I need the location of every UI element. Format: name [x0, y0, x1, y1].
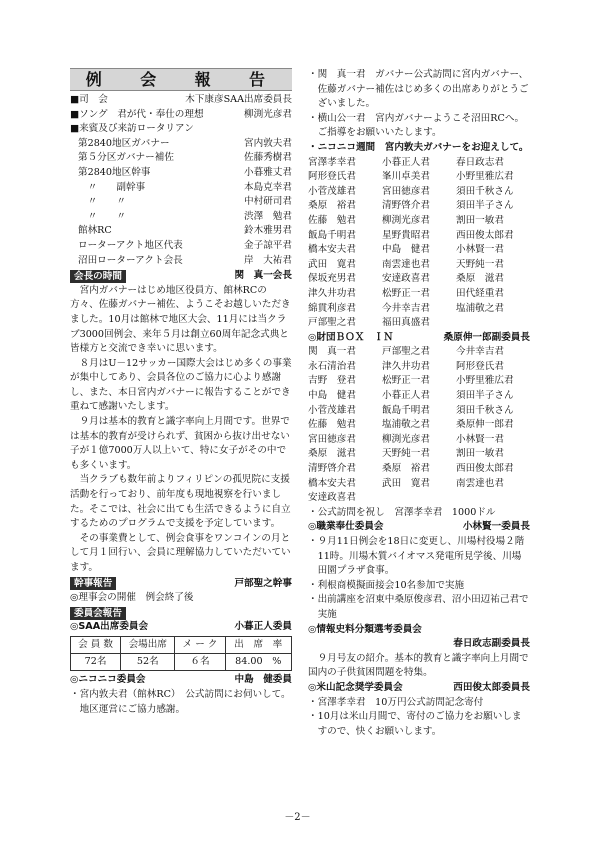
attendance-value-cell: 84.00 %	[225, 654, 291, 671]
yoneyama-committee-name: ◎米山記念奨学委員会	[308, 681, 403, 693]
guest-row-value: 小暮雅丈君	[244, 166, 292, 178]
member-name: 小菅茂雄君	[308, 404, 356, 416]
meeting-info-row	[70, 122, 292, 137]
secretary-label: 幹事報告	[70, 577, 116, 590]
guest-row-label: 〃 副幹事	[78, 181, 146, 193]
vocational-bullets	[308, 535, 530, 623]
member-name: 南雲達也君	[382, 258, 430, 270]
nikoniko-week: ・ニコニコ週間 宮内敦夫ガバナーをお迎えして。	[308, 141, 529, 153]
president-section-header	[70, 269, 292, 284]
member-name: 西田俊太郎君	[456, 463, 514, 475]
member-name: 津久井功君	[308, 287, 356, 299]
member-name: 須田半子さん	[456, 390, 514, 402]
saa-committee-name: ◎SAA出席委員会	[70, 620, 149, 632]
vocational-committee-name: ◎職業奉仕委員会	[308, 521, 384, 533]
member-name: 松野正一君	[382, 375, 430, 387]
member-name: 宮澤孝幸君	[308, 156, 356, 168]
info-committee-speaker: 春日政志副委員長	[453, 638, 530, 650]
member-name: 須田半子さん	[456, 200, 514, 212]
member-name: 永石清治君	[308, 360, 356, 372]
member-name: 南雲達也君	[456, 477, 504, 489]
guest-row-label: 館林RC	[78, 225, 112, 237]
member-name: 佐藤 勉君	[308, 419, 356, 431]
member-name: 柳渕光彦君	[382, 433, 430, 445]
guest-row-value: 岸 大祐君	[244, 254, 292, 266]
member-name: 関 真一君	[308, 346, 356, 358]
attendance-value-cell: 52名	[121, 654, 175, 671]
attendance-header-cell: メ ー ク	[175, 637, 225, 654]
yoneyama-committee-header	[308, 681, 530, 696]
vocational-bullet: ・９月11日例会を18日に変更し、川場村役場２階11時。川場木質バイオマス発電所見学後、川場田園プラザ食事。	[308, 536, 525, 577]
member-name: 戸部聖之君	[382, 346, 430, 358]
member-name	[456, 491, 530, 506]
member-name: 今井幸吉君	[382, 302, 430, 314]
member-name: 割田一敏君	[456, 214, 504, 226]
vocational-bullet: ・出前講座を沼東中桑原俊彦君、沼小田辺祐己君で実施	[308, 594, 529, 620]
member-name: 宮田徳彦君	[382, 185, 430, 197]
saa-committee-speaker: 小暮正人委員	[234, 620, 292, 632]
president-paragraph: その事業費として、例会食事をワンコインの月として月１回行い、会員に理解協力していただいています。	[70, 532, 291, 573]
meeting-info-row	[70, 93, 292, 108]
member-name: 柳渕光彦君	[382, 214, 430, 226]
nikoniko-message: ・関 真一君 ガバナー公式訪問に宮内ガバナー、佐藤ガバナー補佐はじめ多くの出席ありがとうございました。	[308, 69, 529, 110]
member-name: 安達政喜君	[308, 492, 356, 504]
member-name: 阿形登氏君	[308, 171, 356, 183]
president-speaker: 関 真一会長	[234, 270, 292, 282]
member-name: 塩浦敬之君	[456, 302, 504, 314]
member-name: 須田千秋さん	[456, 185, 514, 197]
member-name: 中島 健君	[382, 244, 430, 256]
vocational-committee-header	[308, 520, 530, 535]
secretary-speaker: 戸部聖之幹事	[234, 577, 292, 589]
president-label: 会長の時間	[70, 270, 126, 283]
nikoniko-message: ・横山公一君 宮内ガバナーようこそ沼田RCへ。ご指導をお願いいたします。	[308, 112, 525, 139]
meeting-info-row	[70, 108, 292, 123]
yoneyama-bullet: ・10月は米山月間で、寄付のご協力をお願いしますので、快くお願いします。	[308, 711, 522, 737]
member-name: 小菅茂雄君	[308, 185, 356, 197]
member-name: 天野純一君	[382, 448, 430, 460]
guest-row-label: 第2840地区幹事	[78, 166, 151, 178]
nikoniko-committee-speaker: 中島 健委員	[234, 674, 292, 686]
info-committee-name: ◎情報史料分類選考委員会	[308, 623, 422, 635]
member-name: 橋本安夫君	[308, 244, 356, 256]
member-name: 飯島千明君	[382, 404, 430, 416]
member-name: 飯島千明君	[308, 229, 356, 241]
member-name: 福田真盛君	[382, 317, 430, 329]
guest-row-value: 佐藤秀樹君	[244, 152, 292, 164]
member-name: 天野純一君	[456, 258, 504, 270]
guest-row-label: 〃 〃	[78, 196, 126, 208]
secretary-line: ◎理事会の開催 例会終了後	[70, 592, 194, 604]
member-name: 小野里雅広君	[456, 171, 514, 183]
member-name: 桑原伸一郎君	[456, 419, 514, 431]
attendance-header-cell: 会 員 数	[71, 637, 121, 654]
nikoniko-messages	[308, 68, 530, 141]
foundation-box-names	[308, 345, 530, 506]
guest-row-value: 金子諒平君	[244, 239, 292, 251]
member-name: 割田一敏君	[456, 448, 504, 460]
member-name: 春日政志君	[456, 156, 504, 168]
member-name: 田代経重君	[456, 287, 504, 299]
member-name: 清野啓介君	[382, 200, 430, 212]
left-column	[70, 68, 292, 717]
guest-row-value: 本島克幸君	[244, 181, 292, 193]
committee-section-header	[70, 607, 292, 620]
member-name: 須田千秋さん	[456, 404, 514, 416]
right-column	[308, 68, 530, 739]
committee-label: 委員会報告	[70, 607, 126, 620]
attendance-header-cell: 会場出席	[121, 637, 175, 654]
member-name: 安達政喜君	[382, 273, 430, 285]
president-paragraph: ８月はU－12サッカー国際大会はじめ多くの事業が集中してあり、会員各位のご協力に心より感謝し、また、本日宮内ガバナーに報告することができ重ねて感謝いたします。	[70, 357, 292, 413]
guest-row	[78, 181, 292, 196]
yoneyama-bullet: ・宮澤孝幸君 10万円公式訪問記念寄付	[308, 696, 484, 708]
meeting-info-row-value: 柳渕光彦君	[244, 108, 292, 120]
guest-row	[78, 166, 292, 181]
vocational-committee-speaker: 小林賢一委員長	[462, 521, 530, 533]
attendance-value-row	[71, 654, 292, 671]
vocational-bullet: ・利根商模擬面接会10名参加で実施	[308, 579, 465, 591]
guest-row-value: 渋澤 勉君	[244, 210, 292, 222]
member-name: 武田 寛君	[382, 477, 430, 489]
president-paragraph: 当クラブも数年前よりフィリピンの孤児院に支援活動を行っており、前年度も現地視察を行いました。そこでは、社会に出ても生活できるように自立するためのプログラムで支援を予定しています。	[70, 474, 291, 530]
foundation-box-speaker: 桑原伸一郎副委員長	[443, 331, 530, 343]
yoneyama-committee-speaker: 西田俊太郎委員長	[453, 681, 530, 693]
member-name: 桑原 滋君	[308, 448, 356, 460]
member-name: 阿形登氏君	[456, 360, 504, 372]
meeting-info-row-label: ■司 会	[70, 94, 108, 105]
member-name: 武田 寛君	[308, 258, 356, 270]
member-name: 橋本安夫君	[308, 477, 356, 489]
guest-row	[78, 239, 292, 254]
guest-row	[78, 210, 292, 225]
nikoniko-bullets	[70, 688, 292, 717]
member-name: 戸部聖之君	[308, 317, 356, 329]
member-name: 峯川卓美君	[382, 171, 430, 183]
guest-row	[78, 195, 292, 210]
guest-row-label: 沼田ローターアクト会長	[78, 254, 183, 266]
foundation-box-name: ◎財団ＢＯＸ ＩＮ	[308, 331, 394, 343]
foundation-box-header	[308, 331, 530, 346]
member-name: 吉野 登君	[308, 375, 356, 387]
nikoniko-names	[308, 156, 530, 331]
guest-row-value: 鈴木雅男君	[244, 225, 292, 237]
member-name: 宮田徳彦君	[308, 433, 356, 445]
president-speech	[70, 284, 292, 576]
member-name: 松野正一君	[382, 287, 430, 299]
member-name: 小暮正人君	[382, 390, 430, 402]
info-committee-report: ９月号友の紹介。基本的教育と識字率向上月間で国内の子供貧困問題を特集。	[308, 652, 529, 679]
attendance-value-cell: ６名	[175, 654, 225, 671]
nikoniko-committee-header	[70, 673, 292, 688]
guest-row-value: 中村研司君	[244, 196, 292, 208]
guest-row-label: ローターアクト地区代表	[78, 239, 183, 251]
member-name: 星野貴昭君	[382, 229, 430, 241]
attendance-header-cell: 出 席 率	[225, 637, 291, 654]
meeting-info-row-value: 木下康彦SAA出席委員長	[185, 94, 292, 105]
attendance-header-row	[71, 637, 292, 654]
member-name: 清野啓介君	[308, 463, 356, 475]
meeting-info-row-label: ■来賓及び来訪ロータリアン	[70, 123, 194, 135]
meeting-info-row-label: ■ソング 君が代・奉仕の理想	[70, 108, 204, 120]
guest-row	[78, 254, 292, 269]
president-paragraph: 宮内ガバナーはじめ地区役員方、館林RCの方々、佐藤ガバナー補佐、ようこそお越しいただきました。10月は館林で地区大会、11月には当クラブ3000回例会、来年５月は創立60周年記念式典と皆様方と交流でき幸いに思います。	[70, 284, 291, 355]
attendance-value-cell: 72名	[71, 654, 121, 671]
member-name: 佐藤 勉君	[308, 214, 356, 226]
page-title: 例 会 報 告	[70, 68, 292, 91]
page-number: －2－	[284, 812, 311, 823]
member-name: 西田俊太郎君	[456, 229, 514, 241]
member-name: 中島 健君	[308, 390, 356, 402]
guest-row-value: 宮内敦夫君	[244, 137, 292, 149]
official-visit-note: ・公式訪問を祝し 宮澤孝幸君 1000ドル	[308, 506, 496, 518]
guest-row	[78, 151, 292, 166]
guest-row-label: 第2840地区ガバナー	[78, 137, 170, 149]
president-paragraph: ９月は基本的教育と識字率向上月間です。世界では基本的教育が受けられず、貧困から抜け出せない子が１億7000万人以上いて、特に女子がその中でも多くいます。	[70, 416, 290, 471]
guest-list	[70, 137, 292, 268]
guest-row	[78, 137, 292, 152]
member-name: 桑原 裕君	[308, 200, 356, 212]
member-name: 小暮正人君	[382, 156, 430, 168]
guest-row-label: 〃 〃	[78, 210, 126, 222]
member-name	[382, 491, 456, 506]
secretary-section-header	[70, 577, 292, 592]
nikoniko-committee-name: ◎ニコニコ委員会	[70, 674, 146, 686]
guest-row	[78, 224, 292, 239]
member-name: 桑原 滋君	[456, 273, 504, 285]
member-name: 保坂充男君	[308, 273, 356, 285]
member-name: 津久井功君	[382, 360, 430, 372]
member-name: 今井幸吉君	[456, 346, 504, 358]
yoneyama-bullets	[308, 696, 530, 740]
member-name: 小野里雅広君	[456, 375, 514, 387]
attendance-table	[70, 636, 292, 671]
nikoniko-bullet: ・宮内敦夫君（館林RC） 公式訪問にお伺いして。地区運営にご協力感謝。	[70, 688, 291, 715]
member-name	[456, 316, 530, 331]
member-name: 桑原 裕君	[382, 463, 430, 475]
meeting-info	[70, 93, 292, 137]
member-name: 小林賢一君	[456, 433, 504, 445]
member-name: 小林賢一君	[456, 244, 504, 256]
guest-row-label: 第５分区ガバナー補佐	[78, 152, 174, 164]
saa-committee-header	[70, 620, 292, 635]
secretary-report	[70, 591, 292, 606]
member-name: 塩浦敬之君	[382, 419, 430, 431]
member-name: 綿貫利彦君	[308, 302, 356, 314]
